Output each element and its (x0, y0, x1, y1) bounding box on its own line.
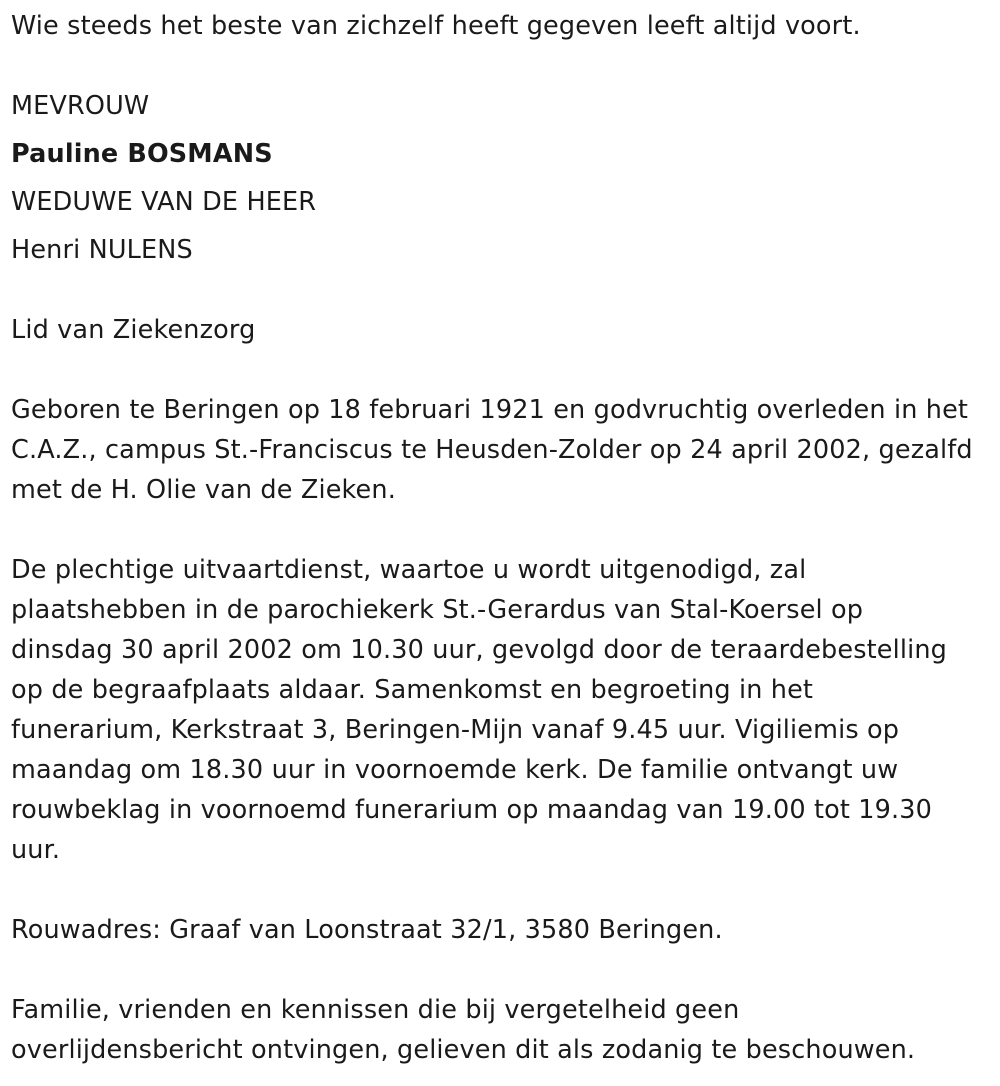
relation-line: WEDUWE VAN DE HEER (11, 187, 317, 217)
paragraph-line: op de begraafplaats aldaar. Samenkomst en begroeting in het (11, 675, 814, 705)
paragraph-line: uur. (11, 835, 61, 865)
funeral-paragraph (11, 550, 991, 870)
paragraph-line: funerarium, Kerkstraat 3, Beringen-Mijn vanaf 9.45 uur. Vigiliemis op (11, 715, 900, 745)
paragraph-line: maandag om 18.30 uur in voornoemde kerk. De familie ontvangt uw (11, 755, 899, 785)
closing-paragraph (11, 990, 991, 1070)
deceased-name: Pauline BOSMANS (11, 139, 273, 169)
paragraph-line: Geboren te Beringen op 18 februari 1921 en godvruchtig overleden in het (11, 395, 969, 425)
paragraph-line: met de H. Olie van de Zieken. (11, 475, 396, 505)
paragraph-line: plaatshebben in de parochiekerk St.-Gerardus van Stal-Koersel op (11, 595, 864, 625)
paragraph-line: Familie, vrienden en kennissen die bij vergetelheid geen (11, 995, 740, 1025)
title-prefix: MEVROUW (11, 91, 150, 121)
paragraph-line: dinsdag 30 april 2002 om 10.30 uur, gevolgd door de teraardebestelling (11, 635, 947, 665)
paragraph-line: rouwbeklag in voornoemd funerarium op maandag van 19.00 tot 19.30 (11, 795, 933, 825)
spouse-name: Henri NULENS (11, 235, 193, 265)
paragraph-line: C.A.Z., campus St.-Franciscus te Heusden-Zolder op 24 april 2002, gezalfd (11, 435, 973, 465)
paragraph-line: De plechtige uitvaartdienst, waartoe u wordt uitgenodigd, zal (11, 555, 807, 585)
birth-death-paragraph (11, 390, 991, 510)
mourning-address: Rouwadres: Graaf van Loonstraat 32/1, 3580 Beringen. (11, 915, 723, 945)
paragraph-line: overlijdensbericht ontvingen, gelieven dit als zodanig te beschouwen. (11, 1035, 916, 1065)
motto: Wie steeds het beste van zichzelf heeft gegeven leeft altijd voort. (11, 11, 861, 41)
membership: Lid van Ziekenzorg (11, 315, 256, 345)
